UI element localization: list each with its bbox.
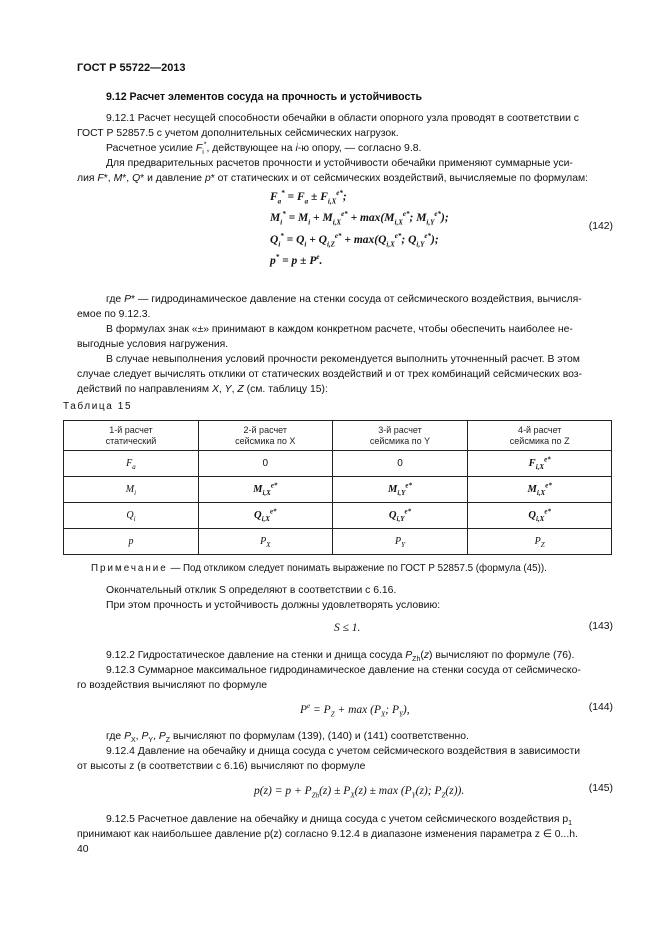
equation-number-143: (143) [588,621,613,632]
table-15 [63,420,612,555]
formula-145: $p(z) = p + P_{Zh}(z) \pm P_X(z) \pm \max (P_Y(z)$; $P_Z(z)$). [254,785,465,800]
table-header-cell: 1-й расчет статический [64,421,199,451]
table-row [64,477,612,503]
p12-line2: от высоты z (в соответствии с 6.16) вычисляют по формуле [77,761,366,772]
table-cell: $F_{i,X}^{e*}$ [468,451,612,477]
table-cell: p [64,529,199,555]
p6-line1: В случае невыполнения условий прочности рекомендуется выполнить уточненный расчет. В этом [106,354,580,365]
table-cell: $Q_i$ [64,503,199,529]
table-cell: $P_X$ [198,529,332,555]
formula-144: $P^e = P_Z + \max (P_X$; $P_Y$), [300,702,410,719]
table-note: Примечание — Под откликом следует понимать выражение по ГОСТ Р 52857.5 (формула (45)). [91,563,547,574]
table-cell: $M_{i,X}^{e*}$ [468,477,612,503]
p7: Окончательный отклик S определяют в соответствии с 6.16. [106,585,397,596]
document-header: ГОСТ Р 55722—2013 [77,62,186,74]
table-header-cell: 2-й расчет сейсмика по X [198,421,332,451]
table-cell: 0 [198,451,332,477]
page-number: 40 [77,844,89,855]
p8: При этом прочность и устойчивость должны удовлетворять условию: [106,600,441,611]
p3-line2: лия F*, M*, Q* и давление p* от статических и от сейсмических воздействий, вычисляемые по формулам: [77,173,589,184]
p5-line1: В формулах знак «±» принимают в каждом конкретном расчете, чтобы обеспечить наиболее не- [106,324,573,335]
table-cell: $M_{i,X}^{e*}$ [198,477,332,503]
table-cell: $P_Z$ [468,529,612,555]
p13-line1: 9.12.5 Расчетное давление на обечайку и днища сосуда с учетом сейсмического воздействия $p_1$ [106,814,573,828]
p5-line2: выгодные условия нагружения. [77,339,229,350]
table-row [64,451,612,477]
p1-line2: ГОСТ Р 52857.5 с учетом дополнительных сейсмических нагрузок. [77,128,399,139]
p10-line2: го воздействия вычисляют по формуле [77,680,268,691]
table-caption: Таблица 15 [63,401,133,412]
table-header-cell: 4-й расчет сейсмика по Z [468,421,612,451]
section-title: 9.12 Расчет элементов сосуда на прочность и устойчивость [106,91,423,103]
p4-line1: где P* — гидродинамическое давление на стенки сосуда от сейсмического воздействия, вычисля- [106,294,582,305]
p1-line1: 9.12.1 Расчет несущей способности обечайки в области опорного узла проводят в соответствии с [106,113,579,124]
p10-line1: 9.12.3 Суммарное максимальное гидродинамическое давление на стенки сосуда от сейсмическо- [106,665,581,676]
table-row [64,503,612,529]
table-row [64,529,612,555]
formula-142-line2: $M_i^* = M_i + M_{i,X}^{e*} + \max(M_{i,X}^{e*}$; $M_{i,Y}^{e*}$); [270,210,449,227]
table-header-cell: 3-й расчет сейсмика по Y [332,421,468,451]
table-cell: $M_{i,Y}^{e*}$ [332,477,468,503]
table-cell: 0 [332,451,468,477]
table-header-row [64,421,612,451]
p13-line2: принимают как наибольшее давление p(z) согласно 9.12.4 в диапазоне изменения параметра z ∈ 0...h. [77,829,578,840]
equation-number-142: (142) [588,221,613,232]
formula-142-line1: $F_a^* = F_a \pm F_{i,X}^{e*}$; [270,189,347,206]
p6-line2: случае следует вычислять отклики от статических воздействий и от трех комбинаций сейсмических воз- [77,369,583,380]
p9: 9.12.2 Гидростатическое давление на стенки и днища сосуда $P_{Zh}(z)$ вычисляют по формуле (76). [106,650,575,664]
table-cell: $M_i$ [64,477,199,503]
equation-number-145: (145) [588,783,613,794]
equation-number-144: (144) [588,702,613,713]
p12-line1: 9.12.4 Давление на обечайку и днища сосуда с учетом сейсмического воздействия в зависимости [106,746,581,757]
p11: где $P_X$, $P_Y$, $P_Z$ вычисляют по формулам (139), (140) и (141) соответственно. [106,731,469,745]
table-cell: $Q_{i,X}^{e*}$ [468,503,612,529]
p6-line3: действий по направлениям X, Y, Z (см. таблицу 15): [77,384,328,395]
table-cell: $P_Y$ [332,529,468,555]
formula-143: S ≤ 1. [334,622,361,634]
paragraph-force: Расчетное усилие $F_i^*$, действующее на i-ю опору, — согласно 9.8. [106,141,422,157]
p3-line1: Для предварительных расчетов прочности и устойчивости обечайки применяют суммарные уси- [106,158,573,169]
table-cell: $F_a$ [64,451,199,477]
table-cell: $Q_{i,X}^{e*}$ [198,503,332,529]
formula-142-line4: $p^* = p \pm P^e$. [270,253,323,267]
paragraph-9-12-1 [77,111,613,126]
table-cell: $Q_{i,Y}^{e*}$ [332,503,468,529]
p4-line2: емое по 9.12.3. [77,309,151,320]
formula-142-line3: $Q_i^* = Q_i + Q_{i,Z}^{e*} + \max(Q_{i,X}^{e*}$; $Q_{i,Y}^{e*}$); [270,232,439,249]
